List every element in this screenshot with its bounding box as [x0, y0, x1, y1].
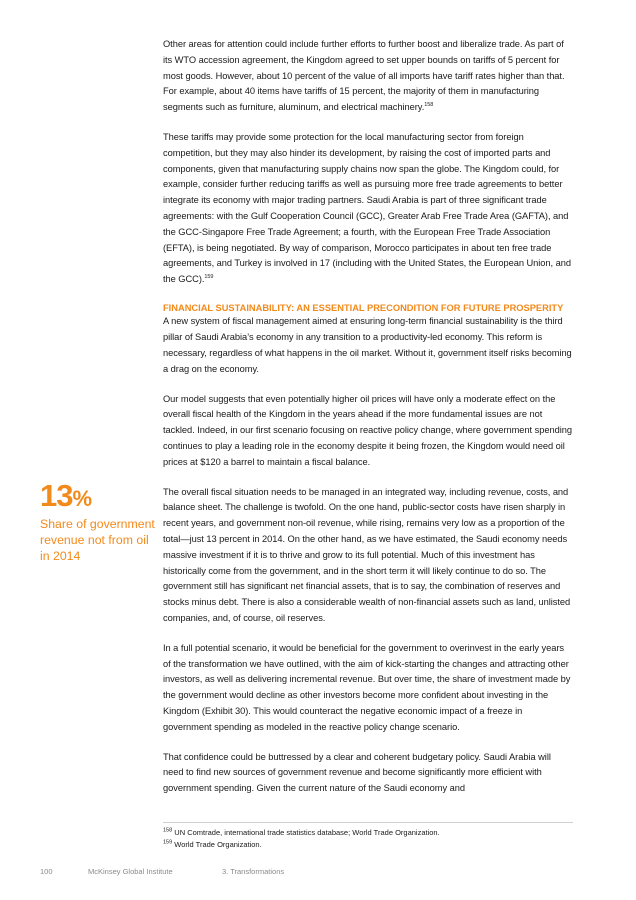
stat-unit: % [72, 486, 92, 511]
page-number: 100 [40, 867, 53, 876]
footnote-text: UN Comtrade, international trade statistics database; World Trade Organization. [172, 828, 440, 837]
body-paragraph: That confidence could be buttressed by a clear and coherent budgetary policy. Saudi Arabia will need to find new sources of government revenue and become significantly more efficient with government spending. Given the current nature of the Saudi economy and [163, 751, 551, 794]
footer-publisher: McKinsey Global Institute [88, 867, 173, 876]
paragraph-text: These tariffs may provide some protection for the local manufacturing sector from foreign competition, but they may also hinder its development, by raising the cost of imported parts and components, given that manufacturing supply chains now span the globe. The Kingdom could, for example, consider further reducing tariffs as well as pursuing more free trade agreements to better integrate its economy with major trading partners. Saudi Arabia is part of three significant trade agreements: with the Gulf Cooperation Council (GCC), Greater Arab Free Trade Area (GAFTA), and the GCC-Singapore Free Trade Agreement; a fourth, with the European Free Trade Association (EFTA), is being negotiated. By way of comparison, Morocco participates in about ten free trade agreements, and Turkey is involved in 17 (including with the United States, the European Union, and the GCC). [163, 131, 571, 285]
body-paragraph [163, 37, 573, 116]
footnote-text: World Trade Organization. [172, 840, 262, 849]
paragraph-text: Other areas for attention could include further efforts to further boost and liberalize trade. As part of its WTO accession agreement, the Kingdom agreed to set upper bounds on tariffs of 5 percent for most goods. However, about 10 percent of the value of all imports have tariff rates higher than that. For example, about 40 items have tariffs of 15 percent, the majority of them in manufacturing segments such as furniture, aluminum, and electrical machinery. [163, 39, 565, 113]
body-paragraph [163, 130, 573, 288]
main-column [163, 37, 573, 811]
footnote-number: 158 [163, 827, 173, 834]
footnote [163, 839, 573, 851]
sidebar-callout [40, 480, 155, 564]
stat-number: 13 [40, 478, 73, 513]
footnote-number: 159 [163, 839, 173, 846]
section-heading: FINANCIAL SUSTAINABILITY: AN ESSENTIAL PRECONDITION FOR FUTURE PROSPERITY [163, 302, 564, 313]
footnote [163, 827, 573, 839]
stat-value [40, 480, 155, 515]
stat-label: Share of government revenue not from oil in 2014 [40, 517, 155, 563]
footnote-divider [163, 822, 573, 823]
footnote-ref: 159 [204, 274, 214, 281]
body-paragraph: In a full potential scenario, it would be beneficial for the government to overinvest in the early years of the transformation we have outlined, with the aim of kick-starting the changes and attracting other investors, as well as delivering incremental revenue. But over time, the share of investment made by the government would decline as other investors become more confident about investing in the Kingdom (Exhibit 30). This would counteract the negative economic impact of a freeze in government spending as modeled in the reactive policy change scenario. [163, 642, 571, 732]
footnotes [163, 827, 573, 851]
body-paragraph: Our model suggests that even potentially higher oil prices will have only a moderate effect on the overall fiscal health of the Kingdom in the years ahead if the more fundamental issues are not tackled. Indeed, in our first scenario focusing on reactive policy change, where government spending continues to play a leading role in the economy despite it being frozen, the Kingdom would need oil prices at $120 a barrel to maintain a fiscal balance. [163, 393, 572, 467]
body-paragraph: The overall fiscal situation needs to be managed in an integrated way, including revenue, costs, and balance sheet. The challenge is twofold. On the one hand, public-sector costs have risen sharply in recent years, and government non-oil revenue, while rising, remains very low as a proportion of the total—just 13 percent in 2014. On the other hand, as we have estimated, the Saudi economy needs massive investment if it is to thrive and grow to its full potential. Much of this investment has historically come from the government, and in the short term it will likely continue to do so. The government still has significant net financial assets, that is to say, the combination of reserves and stocks minus debt. There is also a considerable wealth of non-financial assets such as land, unlisted companies, and, of course, oil reserves. [163, 486, 571, 623]
body-paragraph: A new system of fiscal management aimed at ensuring long-term financial sustainability is the third pillar of Saudi Arabia’s economy in any transition to a productivity-led economy. This reform is necessary, regardless of what happens in the oil market. Without it, government itself risks becoming a drag on the economy. [163, 316, 572, 374]
footnote-ref: 158 [424, 102, 434, 109]
footer-section: 3. Transformations [222, 867, 285, 876]
